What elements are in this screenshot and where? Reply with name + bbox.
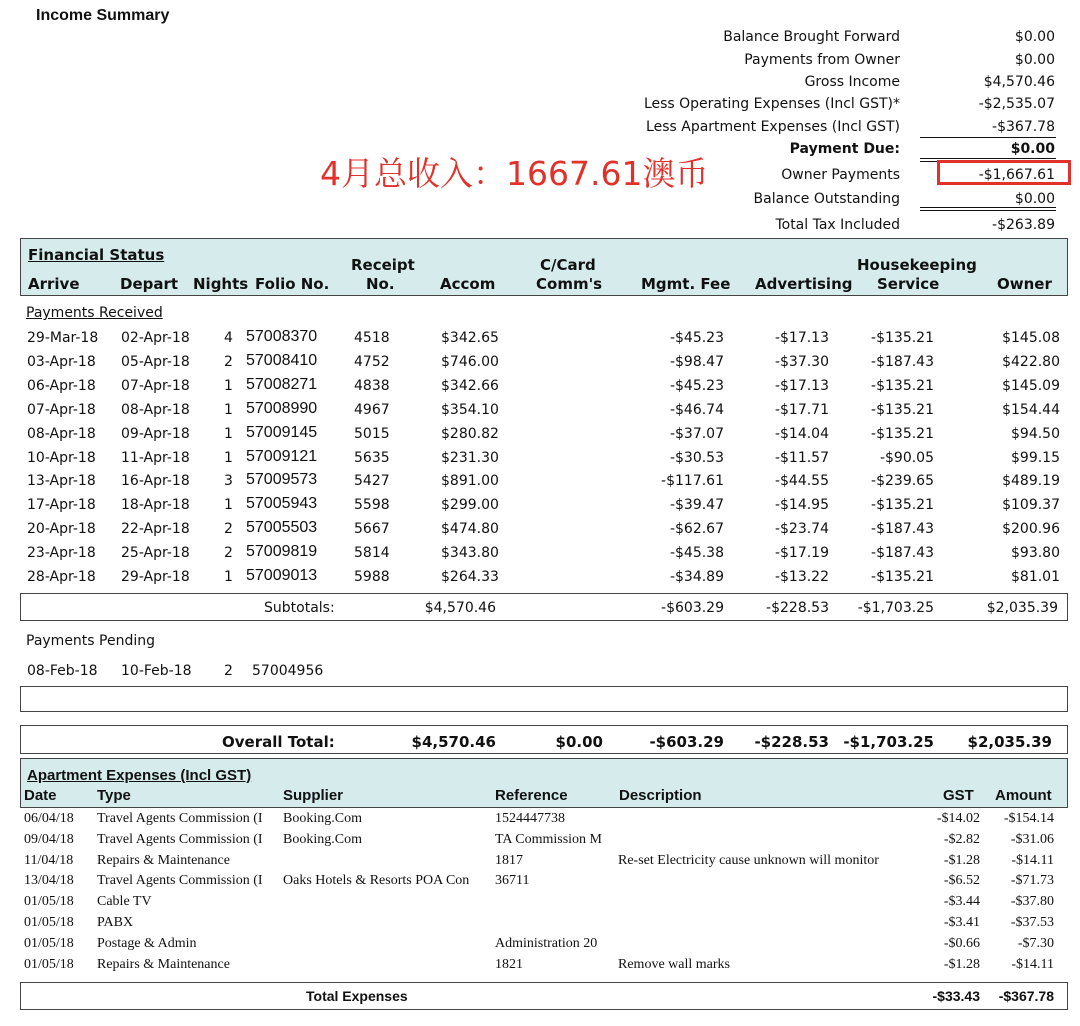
cell-accom: $474.80 xyxy=(441,521,499,538)
table-row xyxy=(26,327,1066,351)
col-mgmt-fee: Mgmt. Fee xyxy=(641,275,731,293)
cell-arrive: 23-Apr-18 xyxy=(27,545,96,562)
expense-reference: TA Commission M xyxy=(495,831,603,847)
cell-nights: 2 xyxy=(224,545,233,562)
subtotal-housekeeping: -$1,703.25 xyxy=(857,600,934,616)
cell-receipt: 5015 xyxy=(354,425,390,442)
cell-mgmt: -$39.47 xyxy=(669,497,724,514)
col-gst: GST xyxy=(943,787,974,804)
cell-accom: $746.00 xyxy=(441,353,499,370)
expense-gst: -$3.44 xyxy=(943,894,980,910)
col-type: Type xyxy=(97,787,131,804)
cell-owner: $200.96 xyxy=(1002,521,1060,538)
cell-nights: 1 xyxy=(224,425,233,442)
cell-hk: -$187.43 xyxy=(871,521,934,538)
cell-adv: -$11.57 xyxy=(774,449,829,466)
cell-nights: 1 xyxy=(224,449,233,466)
expense-type: Cable TV xyxy=(97,894,152,910)
col-receipt-bottom: No. xyxy=(366,275,395,293)
cell-receipt: 5635 xyxy=(354,449,390,466)
cell-accom: $342.65 xyxy=(441,330,499,346)
expense-reference: 1524447738 xyxy=(495,811,565,826)
list-item xyxy=(24,955,1064,976)
expense-reference: 1817 xyxy=(495,852,523,868)
overall-accom: $4,570.46 xyxy=(411,733,496,751)
summary-row-payments-from-owner: Payments from Owner $0.00 xyxy=(744,52,1055,68)
cell-depart: 18-Apr-18 xyxy=(121,497,190,514)
cell-folio: 57008990 xyxy=(246,399,318,417)
table-row xyxy=(26,518,1066,542)
col-amount: Amount xyxy=(995,787,1052,804)
financial-status-title: Financial Status xyxy=(28,246,165,264)
overall-advertising: -$228.53 xyxy=(754,733,829,751)
summary-row-balance-brought-forward: Balance Brought Forward $0.00 xyxy=(723,29,1055,45)
cell-mgmt: -$117.61 xyxy=(661,473,724,490)
cell-folio: 57009819 xyxy=(246,543,318,561)
cell-accom: $299.00 xyxy=(441,497,499,514)
subtotal-mgmt: -$603.29 xyxy=(661,600,724,616)
cell-hk: -$187.43 xyxy=(871,545,934,562)
cell-arrive: 28-Apr-18 xyxy=(27,569,96,585)
cell-arrive: 20-Apr-18 xyxy=(27,521,96,538)
expense-amount: -$31.06 xyxy=(1010,831,1054,847)
cell-folio: 57009121 xyxy=(246,447,318,465)
cell-arrive: 10-Apr-18 xyxy=(27,449,96,466)
cell-mgmt: -$45.23 xyxy=(669,330,724,346)
owner-payments-highlight-box xyxy=(937,160,1071,185)
cell-accom: $264.33 xyxy=(441,569,499,585)
balance-double-underline-top xyxy=(920,207,1056,208)
cell-adv: -$17.71 xyxy=(774,401,829,418)
summary-row-owner-payments: Owner Payments -$1,667.61 xyxy=(781,167,1055,183)
cell-hk: -$135.21 xyxy=(871,401,934,418)
cell-folio: 57005943 xyxy=(246,495,318,513)
cell-owner: $94.50 xyxy=(1011,425,1060,442)
cell-nights: 1 xyxy=(224,569,233,585)
expense-amount: -$14.11 xyxy=(1011,852,1054,868)
cell-folio: 57009013 xyxy=(246,567,318,584)
cell-adv: -$13.22 xyxy=(774,569,829,585)
cell-hk: -$90.05 xyxy=(879,449,934,466)
payments-pending-label: Payments Pending xyxy=(26,633,156,649)
col-description: Description xyxy=(619,787,702,804)
pending-row: 08-Feb-18 10-Feb-18 2 57004956 xyxy=(27,663,324,679)
cell-owner: $489.19 xyxy=(1002,473,1060,490)
expense-type: Repairs & Maintenance xyxy=(97,956,230,972)
cell-hk: -$135.21 xyxy=(871,569,934,585)
expense-type: Travel Agents Commission (I xyxy=(97,873,263,889)
expense-date: 09/04/18 xyxy=(24,831,74,847)
list-item xyxy=(24,892,1064,913)
cell-receipt: 5667 xyxy=(354,521,390,538)
subtotal-accom: $4,570.46 xyxy=(424,600,496,616)
expense-amount: -$14.11 xyxy=(1011,956,1054,972)
expense-type: Repairs & Maintenance xyxy=(97,852,230,868)
cell-adv: -$14.95 xyxy=(774,497,829,514)
cell-accom: $891.00 xyxy=(441,473,499,490)
summary-row-apartment-expenses: Less Apartment Expenses (Incl GST) -$367.78 xyxy=(646,119,1055,135)
cell-accom: $231.30 xyxy=(441,449,499,466)
cell-adv: -$14.04 xyxy=(774,425,829,442)
cell-depart: 11-Apr-18 xyxy=(121,449,190,466)
payments-received-label: Payments Received xyxy=(26,305,163,321)
expense-amount: -$71.73 xyxy=(1010,873,1054,889)
expense-description: Re-set Electricity cause unknown will monitor xyxy=(618,852,879,868)
cell-arrive: 17-Apr-18 xyxy=(27,497,96,514)
col-supplier: Supplier xyxy=(283,787,344,804)
cell-owner: $109.37 xyxy=(1002,497,1060,514)
cell-adv: -$23.74 xyxy=(774,521,829,538)
list-item xyxy=(24,934,1064,955)
cell-depart: 08-Apr-18 xyxy=(121,401,190,418)
cell-accom: $342.66 xyxy=(441,377,499,394)
cell-mgmt: -$46.74 xyxy=(669,401,724,418)
col-date: Date xyxy=(24,787,57,804)
expense-gst: -$2.82 xyxy=(943,831,980,847)
overall-housekeeping: -$1,703.25 xyxy=(843,733,934,751)
expense-date: 06/04/18 xyxy=(24,811,74,826)
cell-arrive: 03-Apr-18 xyxy=(27,353,96,370)
overall-mgmt: -$603.29 xyxy=(649,733,724,751)
col-receipt-top: Receipt xyxy=(351,256,415,274)
summary-row-operating-expenses: Less Operating Expenses (Incl GST)* -$2,535.07 xyxy=(643,96,1055,112)
cell-owner: $145.08 xyxy=(1002,330,1060,346)
cell-receipt: 5427 xyxy=(354,473,390,490)
cell-adv: -$17.19 xyxy=(774,545,829,562)
cell-receipt: 4752 xyxy=(354,353,390,370)
col-accom: Accom xyxy=(440,275,496,293)
overall-ccard: $0.00 xyxy=(555,733,603,751)
cell-depart: 29-Apr-18 xyxy=(121,569,190,585)
cell-nights: 2 xyxy=(224,353,233,370)
expense-amount: -$154.14 xyxy=(1003,811,1054,826)
col-housekeeping-top: Housekeeping xyxy=(857,256,977,274)
cell-accom: $343.80 xyxy=(441,545,499,562)
table-row xyxy=(26,542,1066,566)
cell-nights: 2 xyxy=(224,521,233,538)
expense-gst: -$3.41 xyxy=(943,915,980,930)
financial-status-header xyxy=(20,238,1068,296)
cell-folio: 57009145 xyxy=(246,423,318,441)
expense-description: Remove wall marks xyxy=(618,956,730,972)
cell-arrive: 13-Apr-18 xyxy=(27,473,96,490)
cell-receipt: 5598 xyxy=(354,497,390,514)
cell-nights: 3 xyxy=(224,473,233,490)
cell-hk: -$135.21 xyxy=(871,330,934,346)
total-expenses-row xyxy=(24,986,1064,1007)
cell-depart: 25-Apr-18 xyxy=(121,545,190,562)
table-row xyxy=(26,351,1066,375)
cell-arrive: 29-Mar-18 xyxy=(27,330,99,346)
cell-hk: -$135.21 xyxy=(871,425,934,442)
cell-owner: $99.15 xyxy=(1011,449,1060,466)
cell-mgmt: -$45.38 xyxy=(669,545,724,562)
cell-depart: 09-Apr-18 xyxy=(121,425,190,442)
cell-nights: 1 xyxy=(224,377,233,394)
table-row xyxy=(26,470,1066,494)
cell-receipt: 5988 xyxy=(354,569,390,585)
cell-receipt: 4967 xyxy=(354,401,390,418)
table-row xyxy=(26,423,1066,447)
col-ccard-bottom: Comm's xyxy=(536,275,603,293)
cell-mgmt: -$45.23 xyxy=(669,377,724,394)
expense-amount: -$7.30 xyxy=(1017,935,1054,951)
expense-gst: -$1.28 xyxy=(943,956,980,972)
expense-date: 01/05/18 xyxy=(24,894,74,910)
col-reference: Reference xyxy=(495,787,568,804)
subtotals-label: Subtotals: xyxy=(264,600,335,616)
cell-mgmt: -$98.47 xyxy=(669,353,724,370)
subtotals-row xyxy=(26,597,1066,621)
expense-date: 01/05/18 xyxy=(24,935,74,951)
cell-owner: $93.80 xyxy=(1011,545,1060,562)
table-row xyxy=(26,447,1066,471)
expense-supplier: Booking.Com xyxy=(283,811,362,826)
cell-folio: 57009573 xyxy=(246,471,318,489)
balance-double-underline-bottom xyxy=(920,210,1056,211)
cell-owner: $154.44 xyxy=(1002,401,1060,418)
cell-accom: $280.82 xyxy=(441,425,499,442)
cell-folio: 57008271 xyxy=(246,375,318,393)
expense-date: 13/04/18 xyxy=(24,873,74,889)
col-housekeeping-bottom: Service xyxy=(877,275,940,293)
cell-receipt: 4518 xyxy=(354,330,390,346)
cell-depart: 02-Apr-18 xyxy=(121,330,190,346)
cell-nights: 1 xyxy=(224,497,233,514)
cell-adv: -$37.30 xyxy=(774,353,829,370)
summary-row-balance-outstanding: Balance Outstanding $0.00 xyxy=(753,191,1055,207)
table-row xyxy=(26,494,1066,518)
cell-mgmt: -$62.67 xyxy=(669,521,724,538)
cell-owner: $422.80 xyxy=(1002,353,1060,370)
cell-hk: -$187.43 xyxy=(871,353,934,370)
expense-gst: -$6.52 xyxy=(943,873,980,889)
cell-accom: $354.10 xyxy=(441,401,499,418)
cell-mgmt: -$30.53 xyxy=(669,449,724,466)
expense-reference: Administration 20 xyxy=(495,935,598,951)
cell-depart: 22-Apr-18 xyxy=(121,521,190,538)
total-expenses-label: Total Expenses xyxy=(306,988,408,1004)
expense-type: Postage & Admin xyxy=(97,935,197,951)
expense-type: Travel Agents Commission (I xyxy=(97,811,263,826)
cell-hk: -$135.21 xyxy=(871,497,934,514)
apartment-expenses-header xyxy=(20,758,1068,808)
table-row xyxy=(26,375,1066,399)
expense-date: 11/04/18 xyxy=(24,852,74,868)
cell-nights: 4 xyxy=(224,330,233,346)
summary-row-gross-income: Gross Income $4,570.46 xyxy=(804,74,1055,90)
expense-date: 01/05/18 xyxy=(24,915,74,930)
cell-arrive: 08-Apr-18 xyxy=(27,425,96,442)
col-nights: Nights xyxy=(193,275,249,293)
cell-folio: 57008410 xyxy=(246,351,318,369)
summary-row-total-tax-included: Total Tax Included -$263.89 xyxy=(775,217,1055,233)
expense-date: 01/05/18 xyxy=(24,956,74,972)
red-annotation-text: 4月总收入：1667.61澳币 xyxy=(320,154,709,193)
expense-supplier: Booking.Com xyxy=(283,831,362,847)
cell-hk: -$239.65 xyxy=(871,473,934,490)
subtotal-advertising: -$228.53 xyxy=(766,600,829,616)
expense-type: Travel Agents Commission (I xyxy=(97,831,263,847)
cell-depart: 07-Apr-18 xyxy=(121,377,190,394)
cell-depart: 16-Apr-18 xyxy=(121,473,190,490)
cell-receipt: 4838 xyxy=(354,377,390,394)
cell-folio: 57005503 xyxy=(246,519,318,537)
col-advertising: Advertising xyxy=(755,275,853,293)
expense-amount: -$37.80 xyxy=(1010,894,1054,910)
summary-double-underline-top xyxy=(920,158,1056,159)
list-item xyxy=(24,809,1064,830)
cell-arrive: 06-Apr-18 xyxy=(27,377,96,394)
expense-amount: -$37.53 xyxy=(1010,915,1054,930)
cell-adv: -$17.13 xyxy=(774,330,829,346)
cell-arrive: 07-Apr-18 xyxy=(27,401,96,418)
expense-reference: 1821 xyxy=(495,956,523,972)
cell-adv: -$17.13 xyxy=(774,377,829,394)
pending-empty-box xyxy=(20,686,1068,712)
expense-type: PABX xyxy=(97,915,134,930)
expense-gst: -$1.28 xyxy=(943,852,980,868)
expense-reference: 36711 xyxy=(495,873,530,889)
expense-supplier: Oaks Hotels & Resorts POA Con xyxy=(283,873,470,889)
expense-gst: -$0.66 xyxy=(943,935,980,951)
cell-hk: -$135.21 xyxy=(871,377,934,394)
total-expenses-amount: -$367.78 xyxy=(998,988,1054,1004)
list-item xyxy=(24,871,1064,892)
cell-adv: -$44.55 xyxy=(774,473,829,490)
col-ccard-top: C/Card xyxy=(540,256,596,274)
cell-receipt: 5814 xyxy=(354,545,390,562)
overall-total-row xyxy=(26,730,1066,754)
apartment-expenses-title: Apartment Expenses (Incl GST) xyxy=(27,767,252,784)
col-depart: Depart xyxy=(120,275,179,293)
list-item xyxy=(24,913,1064,934)
subtotal-owner: $2,035.39 xyxy=(986,600,1058,616)
list-item xyxy=(24,851,1064,872)
summary-row-payment-due: Payment Due: $0.00 xyxy=(789,141,1055,157)
cell-owner: $81.01 xyxy=(1011,569,1060,585)
col-folio: Folio No. xyxy=(255,275,330,293)
cell-nights: 1 xyxy=(224,401,233,418)
cell-owner: $145.09 xyxy=(1002,377,1060,394)
summary-underline xyxy=(920,137,1056,138)
cell-mgmt: -$34.89 xyxy=(669,569,724,585)
table-row xyxy=(26,399,1066,423)
col-arrive: Arrive xyxy=(28,275,80,293)
cell-mgmt: -$37.07 xyxy=(669,425,724,442)
overall-owner: $2,035.39 xyxy=(967,733,1052,751)
overall-total-label: Overall Total: xyxy=(222,733,335,751)
cell-depart: 05-Apr-18 xyxy=(121,353,190,370)
total-expenses-gst: -$33.43 xyxy=(932,988,980,1004)
list-item xyxy=(24,830,1064,851)
income-summary-title: Income Summary xyxy=(36,7,170,24)
cell-folio: 57008370 xyxy=(246,328,318,345)
table-row xyxy=(26,566,1066,590)
col-owner: Owner xyxy=(997,275,1052,293)
expense-gst: -$14.02 xyxy=(936,811,980,826)
